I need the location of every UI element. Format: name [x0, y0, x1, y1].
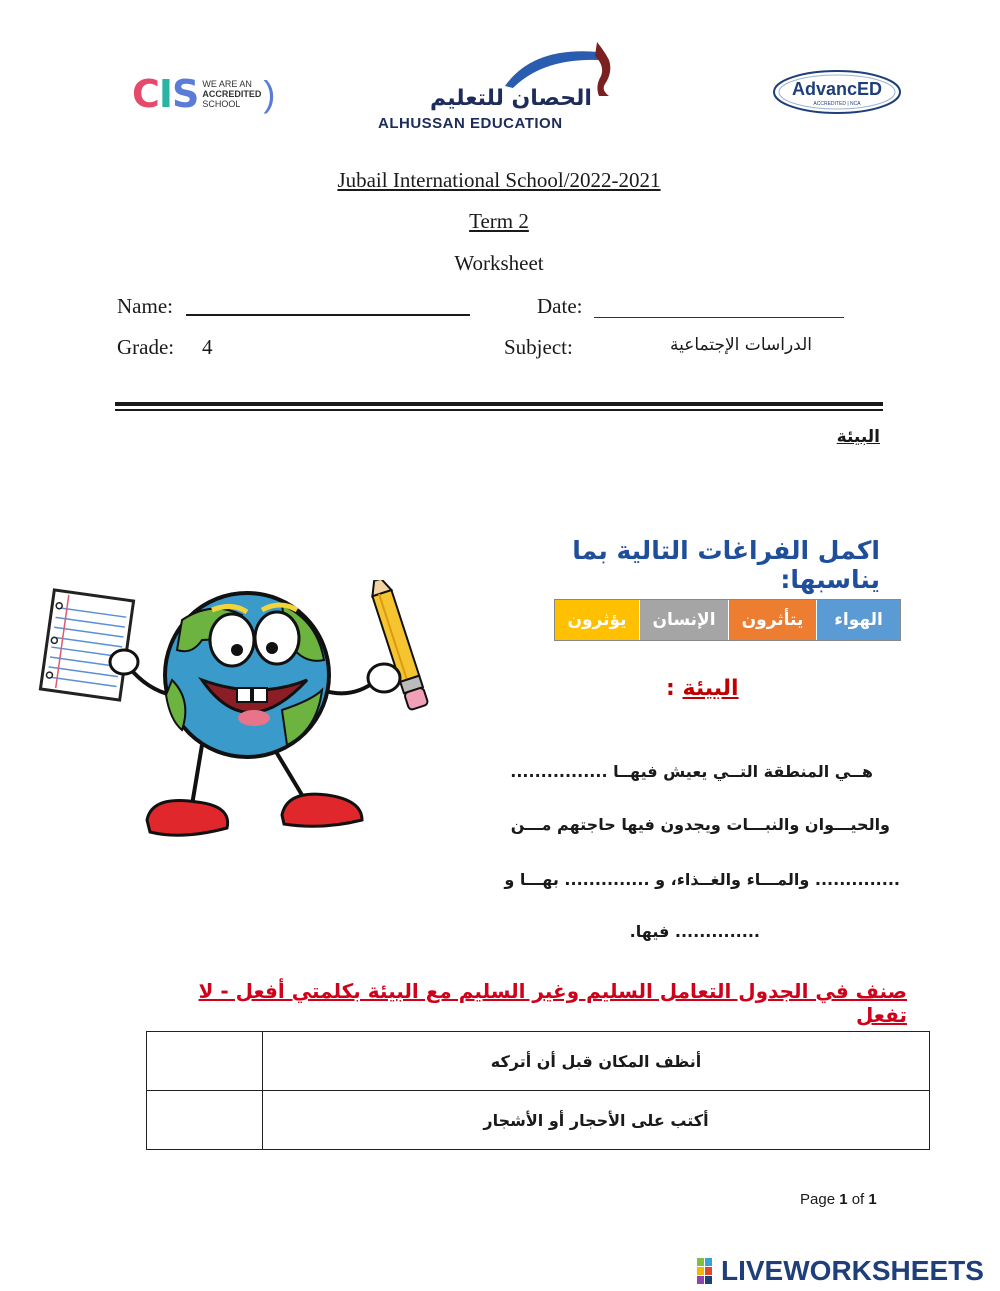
statement-cell: أنظف المكان قبل أن أتركه	[263, 1032, 930, 1091]
word-bank-item[interactable]: يؤثرون	[555, 600, 639, 640]
name-field[interactable]	[186, 314, 470, 316]
word-bank	[554, 599, 901, 641]
table-row	[147, 1091, 930, 1150]
table-row	[147, 1032, 930, 1091]
definition-line-3: .............. والمـــاء والغــذاء، و .............. بهـــا و	[504, 870, 900, 889]
globe-cartoon-illustration	[32, 580, 442, 850]
cis-logo-letters: CIS	[132, 72, 199, 116]
definition-line-1: هــي المنطقة التــي يعيش فيهــا ................	[510, 762, 873, 781]
alhussan-english-name: ALHUSSAN EDUCATION	[378, 115, 563, 132]
exercise2-instruction: صنف في الجدول التعامل السليم وغير السليم مع البيئة بكلمتي أفعل - لا تفعل	[198, 979, 907, 1027]
cis-logo: CIS WE ARE AN ACCREDITED SCHOOL )	[132, 72, 276, 116]
definition-heading-word: البيئة	[682, 676, 739, 701]
advanced-logo-sub: ACCREDITED | NCA	[813, 101, 861, 107]
grade-value: 4	[202, 335, 213, 359]
name-label: Name:	[117, 294, 173, 318]
school-name: Jubail International School/2022-2021	[337, 168, 661, 192]
topic-title: البيئة	[836, 427, 880, 447]
header-divider-thin	[115, 409, 883, 411]
liveworksheets-brand[interactable]	[697, 1256, 984, 1286]
definition-line-4: .............. فيها.	[629, 922, 760, 941]
cis-logo-text: WE ARE AN ACCREDITED SCHOOL	[202, 79, 262, 109]
alhussan-arabic-name: الحصان للتعليم	[430, 86, 592, 111]
subject-value: الدراسات الإجتماعية	[669, 335, 812, 355]
advanced-logo	[772, 69, 902, 115]
paper-icon	[40, 590, 133, 700]
statement-cell: أكتب على الأحجار أو الأشجار	[263, 1091, 930, 1150]
definition-heading-colon: :	[666, 676, 675, 701]
advanced-logo-name: AdvancED	[791, 79, 883, 99]
term-label: Term 2	[469, 209, 529, 233]
subject-label: Subject:	[504, 335, 573, 359]
header-divider	[115, 402, 883, 406]
page-number: Page 1 of 1	[800, 1191, 877, 1208]
worksheet-title: Worksheet	[454, 251, 544, 275]
word-bank-item[interactable]: الهواء	[816, 600, 900, 640]
answer-cell[interactable]	[147, 1032, 263, 1091]
grade-label: Grade:	[117, 335, 175, 359]
classification-table	[146, 1031, 930, 1150]
date-field[interactable]	[594, 317, 844, 318]
word-bank-item[interactable]: يتأثرون	[728, 600, 816, 640]
date-label: Date:	[537, 294, 583, 318]
definition-heading	[666, 676, 739, 701]
definition-line-2: والحيـــوان والنبـــات ويجدون فيها حاجتهم مـــن	[510, 815, 890, 834]
liveworksheets-text: LIVEWORKSHEETS	[721, 1255, 984, 1286]
word-bank-item[interactable]: الإنسان	[639, 600, 728, 640]
liveworksheets-logo-icon	[697, 1258, 721, 1284]
exercise1-instruction: اكمل الفراغات التالية بما يناسبها:	[572, 536, 880, 594]
answer-cell[interactable]	[147, 1091, 263, 1150]
